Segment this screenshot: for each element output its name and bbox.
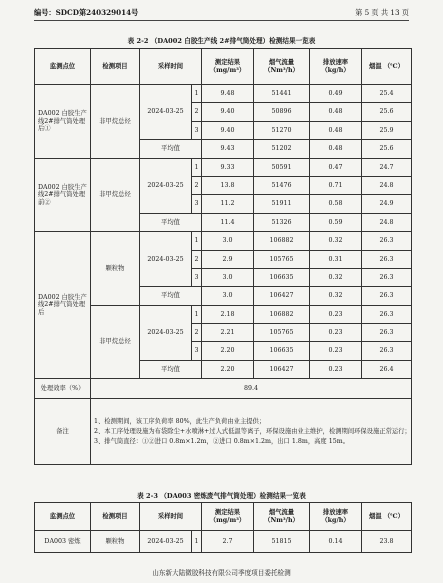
sampling-date: 2024-03-25 (140, 305, 192, 360)
monitoring-point: DA002 白胶生产线2#排气筒处理后 (35, 232, 91, 379)
emission-rate: 0.71 (310, 176, 362, 194)
avg-emission-rate: 0.48 (310, 140, 362, 158)
temperature: 25.4 (362, 85, 412, 103)
avg-emission-rate: 0.59 (310, 213, 362, 231)
average-label: 平均值 (140, 140, 202, 158)
concentration: 11.2 (202, 195, 254, 213)
sample-no: 1 (192, 158, 202, 176)
emission-rate: 0.23 (310, 305, 362, 323)
sample-no: 2 (192, 324, 202, 342)
monitoring-point: DA003 密炼 (35, 531, 91, 553)
col-header-temp: 烟温 （℃） (362, 503, 412, 531)
temperature: 25.9 (362, 121, 412, 139)
col-header-point: 监测点位 (35, 503, 91, 531)
col-header-flow: 烟气流量 （Nm³/h） (254, 503, 310, 531)
table-row (35, 379, 412, 399)
col-header-flow: 烟气流量 （Nm³/h） (254, 49, 310, 85)
emission-rate: 0.48 (310, 103, 362, 121)
table-row (35, 399, 412, 465)
notes (91, 399, 412, 465)
flow-rate: 106635 (254, 342, 310, 360)
sampling-date: 2024-03-25 (140, 85, 192, 140)
temperature: 25.6 (362, 103, 412, 121)
flow-rate: 51815 (254, 531, 310, 553)
flow-rate: 51270 (254, 121, 310, 139)
page-number: 第 5 页 共 13 页 (355, 8, 409, 17)
avg-concentration: 9.43 (202, 140, 254, 158)
table-row (35, 49, 412, 85)
avg-emission-rate: 0.32 (310, 287, 362, 305)
emission-rate: 0.32 (310, 268, 362, 286)
col-header-item: 检测项目 (91, 49, 140, 85)
table-row (35, 85, 412, 103)
avg-emission-rate: 0.23 (310, 360, 362, 378)
avg-concentration: 3.0 (202, 287, 254, 305)
avg-temperature: 26.3 (362, 287, 412, 305)
average-label: 平均值 (140, 287, 202, 305)
flow-rate: 105765 (254, 324, 310, 342)
temperature: 26.3 (362, 342, 412, 360)
temperature: 24.9 (362, 195, 412, 213)
sample-no: 1 (192, 85, 202, 103)
concentration: 2.9 (202, 250, 254, 268)
table2 (34, 502, 412, 553)
sample-no: 1 (192, 305, 202, 323)
avg-concentration: 2.20 (202, 360, 254, 378)
sample-no: 2 (192, 103, 202, 121)
concentration: 2.18 (202, 305, 254, 323)
concentration: 2.7 (202, 531, 254, 553)
concentration: 9.40 (202, 103, 254, 121)
flow-rate: 106635 (254, 268, 310, 286)
temperature: 24.8 (362, 176, 412, 194)
test-item: 颗粒物 (91, 531, 140, 553)
avg-concentration: 11.4 (202, 213, 254, 231)
temperature: 26.3 (362, 305, 412, 323)
emission-rate: 0.14 (310, 531, 362, 553)
table-row (35, 158, 412, 176)
concentration: 13.8 (202, 176, 254, 194)
test-item: 非甲烷总烃 (91, 85, 140, 159)
emission-rate: 0.23 (310, 324, 362, 342)
avg-flow-rate: 51202 (254, 140, 310, 158)
table-row (35, 503, 412, 531)
avg-flow-rate: 51326 (254, 213, 310, 231)
temperature: 24.7 (362, 158, 412, 176)
col-header-temp: 烟温 （℃） (362, 49, 412, 85)
flow-rate: 105765 (254, 250, 310, 268)
note-line: 2、本工序处理设施为布袋除尘+水喷淋+过人式低温等离子，环保设施由业主维护，检测期间环保设施正常运行； (94, 428, 411, 436)
table1 (34, 48, 412, 465)
sample-no: 2 (192, 176, 202, 194)
sample-no: 3 (192, 342, 202, 360)
emission-rate: 0.32 (310, 232, 362, 250)
col-header-rate: 排放速率 （kg/h） (310, 49, 362, 85)
flow-rate: 106882 (254, 232, 310, 250)
note-line: 1、检测期间，该工序负荷率 80%，此生产负荷由业主提供； (94, 418, 266, 426)
concentration: 3.0 (202, 268, 254, 286)
concentration: 3.0 (202, 232, 254, 250)
sample-no: 2 (192, 250, 202, 268)
emission-rate: 0.47 (310, 158, 362, 176)
sampling-date: 2024-03-25 (140, 531, 192, 553)
emission-rate: 0.31 (310, 250, 362, 268)
test-item: 颗粒物 (91, 232, 140, 306)
sample-no: 3 (192, 268, 202, 286)
emission-rate: 0.23 (310, 342, 362, 360)
flow-rate: 50591 (254, 158, 310, 176)
sampling-date: 2024-03-25 (140, 158, 192, 213)
col-header-conc: 测定结果 （mg/m³） (202, 503, 254, 531)
col-header-point: 监测点位 (35, 49, 91, 85)
monitoring-point: DA002 白胶生产线2#排气筒处理前② (35, 158, 91, 232)
temperature: 26.3 (362, 324, 412, 342)
sample-no: 3 (192, 195, 202, 213)
avg-flow-rate: 106427 (254, 287, 310, 305)
temperature: 26.3 (362, 250, 412, 268)
avg-temperature: 26.4 (362, 360, 412, 378)
flow-rate: 51476 (254, 176, 310, 194)
average-label: 平均值 (140, 360, 202, 378)
avg-flow-rate: 106427 (254, 360, 310, 378)
sample-no: 1 (192, 232, 202, 250)
average-label: 平均值 (140, 213, 202, 231)
flow-rate: 51911 (254, 195, 310, 213)
monitoring-point: DA002 白胶生产线2#排气筒处理后① (35, 85, 91, 159)
col-header-time: 采样时间 (140, 49, 202, 85)
notes-label: 备注 (35, 399, 91, 465)
table-row (35, 305, 412, 323)
temperature: 26.3 (362, 268, 412, 286)
temperature: 26.3 (362, 232, 412, 250)
temperature: 23.8 (362, 531, 412, 553)
table-row (35, 531, 412, 553)
flow-rate: 106882 (254, 305, 310, 323)
col-header-conc: 测定结果 （mg/m³） (202, 49, 254, 85)
concentration: 9.33 (202, 158, 254, 176)
concentration: 2.20 (202, 342, 254, 360)
avg-temperature: 24.8 (362, 213, 412, 231)
concentration: 9.48 (202, 85, 254, 103)
sample-no: 1 (192, 531, 202, 553)
table-row (35, 232, 412, 250)
flow-rate: 51441 (254, 85, 310, 103)
col-header-time: 采样时间 (140, 503, 202, 531)
report-number: 编号：SDCD第240329014号 (34, 8, 139, 17)
page-header (34, 6, 409, 21)
concentration: 2.21 (202, 324, 254, 342)
sampling-date: 2024-03-25 (140, 232, 192, 287)
sample-no: 3 (192, 121, 202, 139)
note-line: 3、排气筒直径：①②进口 0.8m×1.2m，②进口 0.8m×1.2m，出口 1.8m，高度 15m。 (94, 438, 350, 446)
efficiency-label: 处理效率（%） (35, 379, 91, 399)
col-header-rate: 排放速率 （kg/h） (310, 503, 362, 531)
efficiency-value: 89.4 (91, 379, 412, 399)
test-item: 非甲烷总烃 (91, 305, 140, 379)
avg-temperature: 25.6 (362, 140, 412, 158)
table2-caption: 表 2-3 （DA003 密炼废气排气筒处理）检测结果一览表 (137, 492, 306, 500)
flow-rate: 50896 (254, 103, 310, 121)
emission-rate: 0.48 (310, 121, 362, 139)
emission-rate: 0.49 (310, 85, 362, 103)
concentration: 9.40 (202, 121, 254, 139)
table1-caption: 表 2-2 （DA002 白胶生产线 2#排气筒处理）检测结果一览表 (127, 37, 316, 45)
emission-rate: 0.58 (310, 195, 362, 213)
col-header-item: 检测项目 (91, 503, 140, 531)
page-footer: 山东新大陆微胶科技有限公司季度项目委托检测 (152, 569, 291, 577)
test-item: 非甲烷总烃 (91, 158, 140, 232)
